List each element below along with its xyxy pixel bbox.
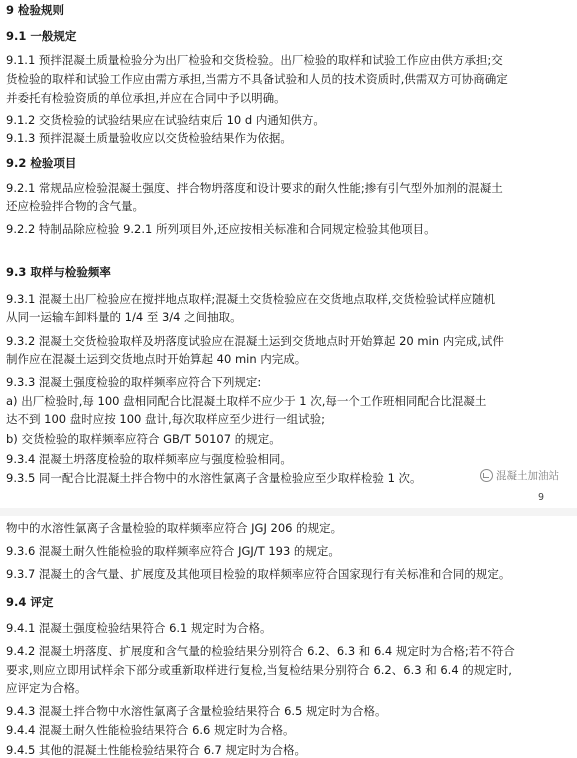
- text-line: 9.4.4 混凝土耐久性能检验结果符合 6.6 规定时为合格。: [6, 723, 295, 737]
- text-line: 9.4.1 混凝土强度检验结果符合 6.1 规定时为合格。: [6, 621, 272, 635]
- wechat-logo-icon: [480, 469, 493, 482]
- text-line: 9.1.1 预拌混凝土质量检验分为出厂检验和交货检验。出厂检验的取样和试验工作应由供方承担;交: [6, 53, 503, 67]
- section-heading: 9.4 评定: [6, 595, 54, 609]
- text-line: 还应检验拌合物的含气量。: [6, 199, 144, 213]
- watermark: [480, 468, 559, 483]
- text-line: 要求,则应立即用试样余下部分或重新取样进行复检,当复检结果分别符合 6.2、6.3 和 6.4 的规定时,: [6, 663, 512, 677]
- section-heading: 9.3 取样与检验频率: [6, 265, 111, 279]
- text-line: b) 交货检验的取样频率应符合 GB/T 50107 的规定。: [6, 432, 281, 446]
- text-line: 9.3.3 混凝土强度检验的取样频率应符合下列规定:: [6, 375, 262, 389]
- text-line: 9.3.7 混凝土的含气量、扩展度及其他项目检验的取样频率应符合国家现行有关标准和合同的规定。: [6, 567, 511, 581]
- text-line: 应评定为合格。: [6, 681, 87, 695]
- text-line: 物中的水溶性氯离子含量检验的取样频率应符合 JGJ 206 的规定。: [6, 521, 343, 535]
- text-line: 9.4.5 其他的混凝土性能检验结果符合 6.7 规定时为合格。: [6, 743, 307, 757]
- text-line: 并委托有检验资质的单位承担,并应在合同中予以明确。: [6, 91, 286, 105]
- text-line: 9.2.1 常规品应检验混凝土强度、拌合物坍落度和设计要求的耐久性能;掺有引气型外加剂的混凝土: [6, 181, 503, 195]
- watermark-text: 混凝土加油站: [496, 470, 559, 482]
- text-line: 从同一运输车卸料量的 1/4 至 3/4 之间抽取。: [6, 310, 242, 324]
- text-line: 9.3.2 混凝土交货检验取样及坍落度试验应在混凝土运到交货地点时开始算起 20 min 内完成,试件: [6, 334, 504, 348]
- section-heading: 9.2 检验项目: [6, 156, 77, 170]
- text-line: 货检验的取样和试验工作应由需方承担,当需方不具备试验和人员的技术资质时,供需双方可协商确定: [6, 72, 508, 86]
- text-line: 9.3.4 混凝土坍落度检验的取样频率应与强度检验相同。: [6, 452, 292, 466]
- text-line: 9.3.6 混凝土耐久性能检验的取样频率应符合 JGJ/T 193 的规定。: [6, 544, 340, 558]
- page-divider: [0, 508, 577, 516]
- text-line: 9.2.2 特制品除应检验 9.2.1 所列项目外,还应按相关标准和合同规定检验其他项目。: [6, 222, 436, 236]
- text-line: 9.3.5 同一配合比混凝土拌合物中的水溶性氯离子含量检验应至少取样检验 1 次。: [6, 471, 422, 485]
- text-line: 9.4.3 混凝土拌合物中水溶性氯离子含量检验结果符合 6.5 规定时为合格。: [6, 704, 387, 718]
- text-line: 9.1.2 交货检验的试验结果应在试验结束后 10 d 内通知供方。: [6, 113, 325, 127]
- text-line: 9.1.3 预拌混凝土质量验收应以交货检验结果作为依据。: [6, 131, 292, 145]
- text-line: 制作应在混凝土运到交货地点时开始算起 40 min 内完成。: [6, 352, 307, 366]
- text-line: a) 出厂检验时,每 100 盘相同配合比混凝土取样不应少于 1 次,每一个工作班相同配合比混凝土: [6, 394, 487, 408]
- section-heading: 9 检验规则: [6, 3, 65, 17]
- text-line: 9.3.1 混凝土出厂检验应在搅拌地点取样;混凝土交货检验应在交货地点取样,交货检验试样应随机: [6, 292, 495, 306]
- section-heading: 9.1 一般规定: [6, 29, 77, 43]
- page-number: 9: [538, 492, 545, 503]
- text-line: 9.4.2 混凝土坍落度、扩展度和含气量的检验结果分别符合 6.2、6.3 和 6.4 规定时为合格;若不符合: [6, 644, 515, 658]
- text-line: 达不到 100 盘时应按 100 盘计,每次取样应至少进行一组试验;: [6, 412, 326, 426]
